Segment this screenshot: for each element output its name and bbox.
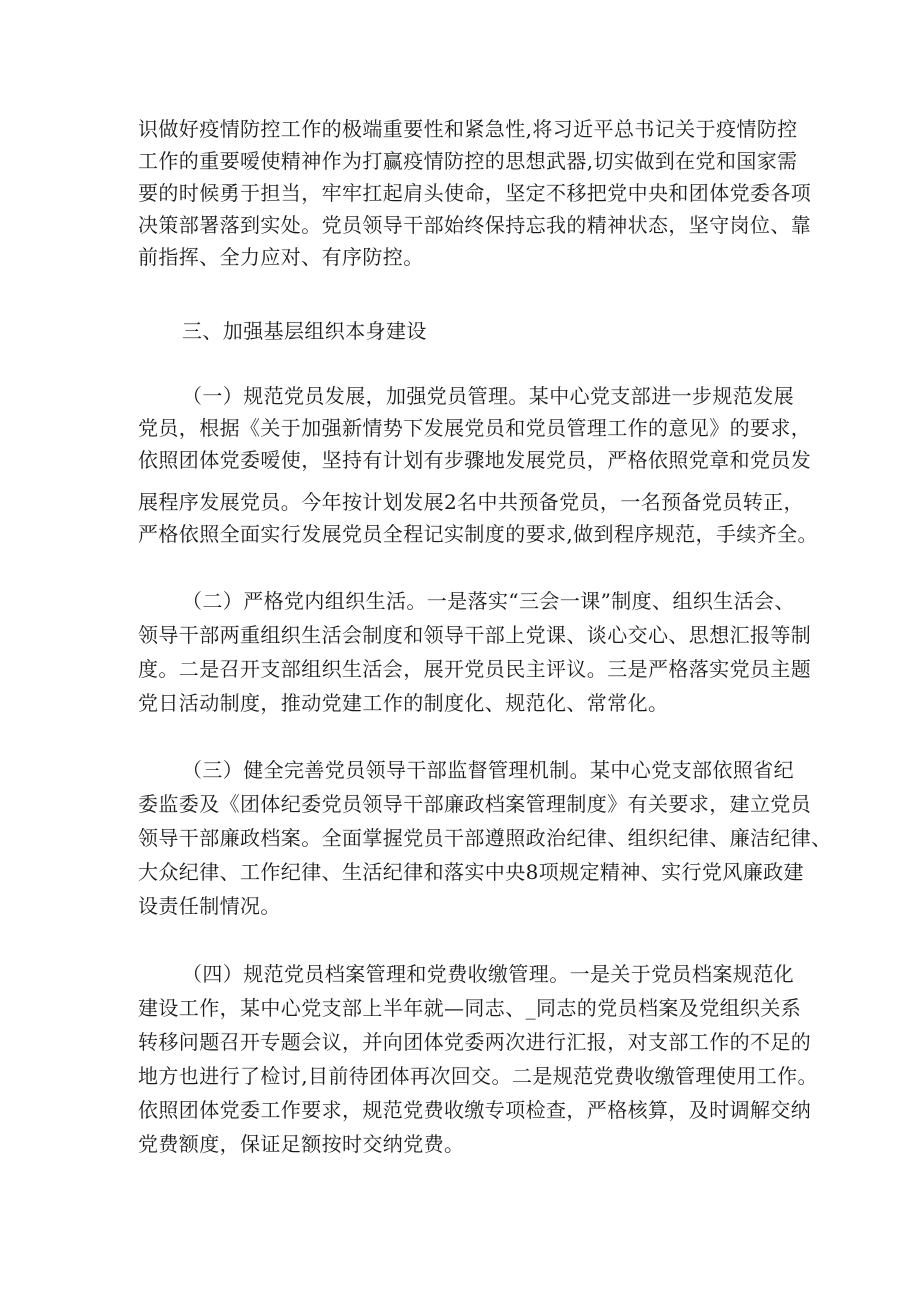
text-line: 党员，根据《关于加强新情势下发展党员和党员管理工作的意见》的要求， <box>138 416 812 440</box>
text-line: 度。二是召开支部组织生活会，展开党员民主评议。三是严格落实党员主题 <box>138 657 812 681</box>
text-line: 严格依照全面实行发展党员全程记实制度的要求,做到程序规范，手续齐全。 <box>138 522 818 546</box>
text-line: 前指挥、全力应对、有序防控。 <box>138 245 424 269</box>
text-line: 建设工作，某中心党支部上半年就—同志、_同志的党员档案及党组织关系 <box>138 996 802 1020</box>
text-line: 依照团体党委工作要求，规范党费收缴专项检查，严格核算，及时调解交纳 <box>138 1098 812 1122</box>
text-line: 工作的重要嗳使精神作为打赢疫情防控的思想武器,切实做到在党和国家需 <box>138 149 798 173</box>
text-line: 党费额度，保证足额按时交纳党费。 <box>138 1132 465 1156</box>
text-line: 委监委及《团体纪委党员领导干部廉政档案管理制度》有关要求，建立党员 <box>138 792 812 816</box>
text-line: 展程序发展党员。今年按计划发展2名中共预备党员，一名预备党员转正， <box>138 490 804 514</box>
section-heading: 三、加强基层组织本身建设 <box>182 319 427 343</box>
text-line: 地方也进行了检讨,目前待团体再次回交。二是规范党费收缴管理使用工作。 <box>138 1064 818 1088</box>
text-line: 依照团体党委嗳使，坚持有计划有步骤地发展党员，严格依照党章和党员发 <box>138 448 812 472</box>
text-line: 大众纪律、工作纪律、生活纪律和落实中央8项规定精神、实行党风廉政建 <box>138 860 804 884</box>
text-line: 要的时候勇于担当，牢牢扛起肩头使命，坚定不移把党中央和团体党委各项 <box>138 181 812 205</box>
text-line: 党日活动制度，推动党建工作的制度化、规范化、常常化。 <box>138 691 669 715</box>
text-line: 识做好疫情防控工作的极端重要性和紧急性,将习近平总书记关于疫情防控 <box>138 117 798 141</box>
text-line: （二）严格党内组织生活。一是落实“三会一课”制度、组织生活会、 <box>182 589 795 613</box>
text-line: 转移问题召开专题会议，并向团体党委两次进行汇报，对支部工作的不足的 <box>138 1030 812 1054</box>
text-line: 领导干部廉政档案。全面掌握党员干部遵照政治纪律、组织纪律、廉洁纪律、 <box>138 826 832 850</box>
text-line: （三）健全完善党员领导干部监督管理机制。某中心党支部依照省纪 <box>182 758 794 782</box>
text-line: 决策部署落到实处。党员领导干部始终保持忘我的精神状态，坚守岗位、靠 <box>138 213 812 237</box>
text-line: 设责任制情况。 <box>138 894 281 918</box>
text-line: 领导干部两重组织生活会制度和领导干部上党课、谈心交心、思想汇报等制 <box>138 623 812 647</box>
text-line: （一）规范党员发展，加强党员管理。某中心党支部进一步规范发展 <box>182 384 794 408</box>
text-line: （四）规范党员档案管理和党费收缴管理。一是关于党员档案规范化 <box>182 962 794 986</box>
